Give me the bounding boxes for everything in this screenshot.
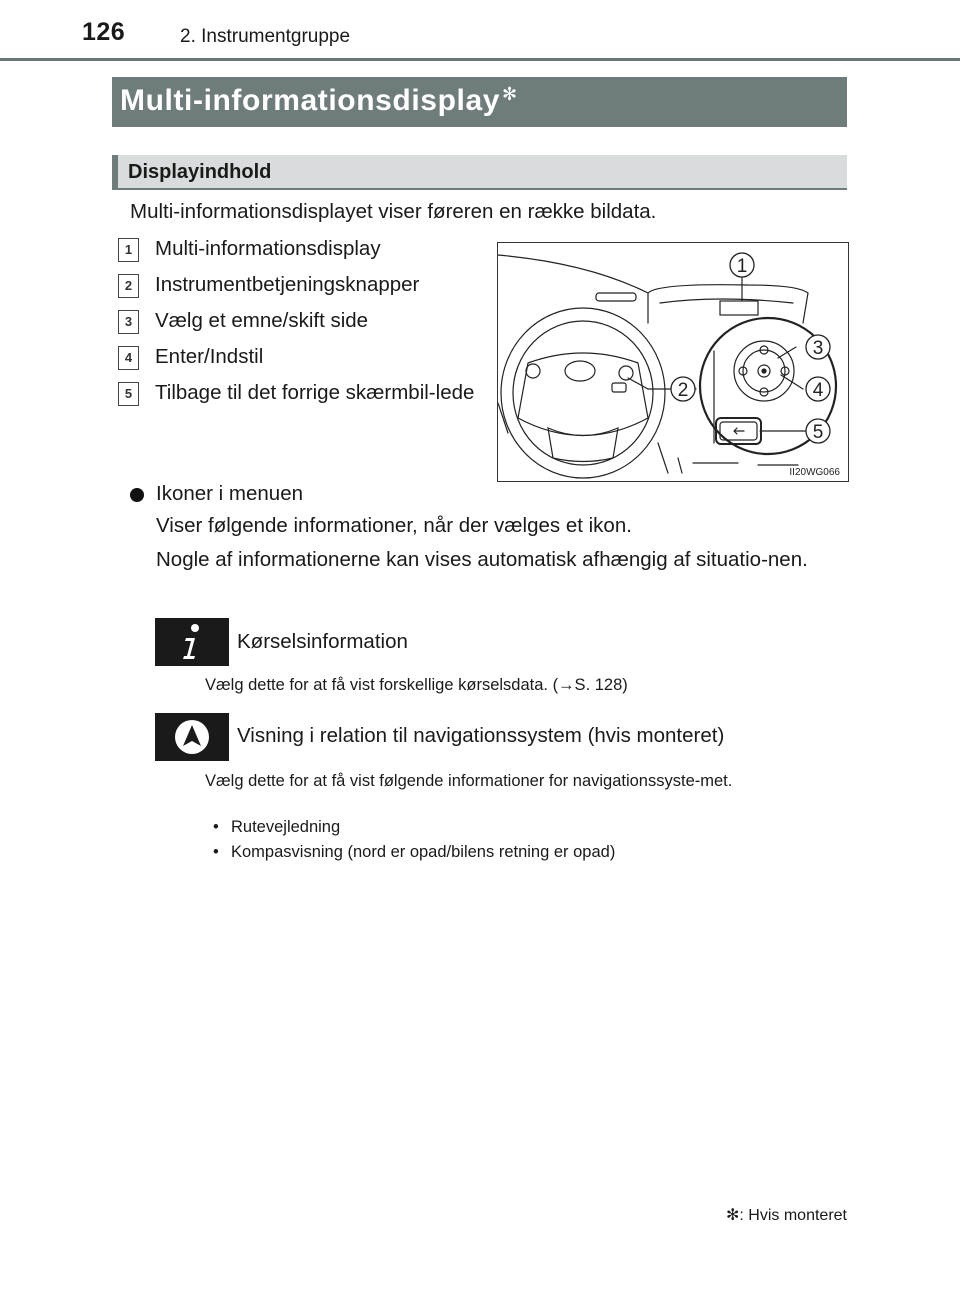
bullet-dot bbox=[130, 488, 144, 502]
footnote-asterisk: ✻ bbox=[726, 1207, 740, 1224]
list-item: Multi-informationsdisplay bbox=[155, 237, 381, 260]
item-number-5: 5 bbox=[118, 382, 139, 406]
chapter-title: 2. Instrumentgruppe bbox=[180, 26, 351, 47]
info-description: Vælg dette for at få vist forskellige kørselsdata. (→S. 128) bbox=[205, 676, 628, 694]
page-title bbox=[120, 84, 518, 118]
title-band bbox=[112, 77, 847, 127]
sub-item-text: Kompasvisning (nord er opad/bilens retning er opad) bbox=[231, 843, 616, 861]
navigation-description: Vælg dette for at få vist følgende informationer for navigationssyste-met. bbox=[205, 772, 733, 790]
navigation-icon-label: Visning i relation til navigationssystem (hvis monteret) bbox=[237, 724, 725, 747]
menu-icons-title: Ikoner i menuen bbox=[156, 482, 304, 505]
section-heading-text: Displayindhold bbox=[128, 161, 272, 183]
list-item: • Rutevejledning bbox=[213, 818, 341, 836]
info-icon bbox=[155, 618, 229, 666]
item-number-2: 2 bbox=[118, 274, 139, 298]
menu-icons-text-1: Viser følgende informationer, når der vælges et ikon. bbox=[156, 514, 632, 537]
section-heading-bar bbox=[112, 155, 118, 190]
footnote-text: : Hvis monteret bbox=[739, 1207, 847, 1224]
figure-callout-5: 5 bbox=[812, 422, 824, 443]
header-rule bbox=[0, 58, 960, 61]
info-icon-label: Kørselsinformation bbox=[237, 630, 408, 653]
figure-callout-2: 2 bbox=[677, 380, 689, 401]
steering-wheel-illustration bbox=[497, 242, 849, 482]
figure-callout-3: 3 bbox=[812, 338, 824, 359]
list-item: Enter/Indstil bbox=[155, 345, 264, 368]
list-item: Tilbage til det forrige skærmbil-lede bbox=[155, 381, 475, 404]
list-item: Instrumentbetjeningsknapper bbox=[155, 273, 420, 296]
navigation-arrow-icon bbox=[155, 713, 229, 761]
intro-text: Multi-informationsdisplayet viser føreren en række bildata. bbox=[130, 200, 657, 223]
item-number-4: 4 bbox=[118, 346, 139, 370]
title-asterisk: ✻ bbox=[502, 84, 518, 104]
page-number: 126 bbox=[82, 18, 126, 46]
page-title-text: Multi-informationsdisplay bbox=[120, 84, 501, 117]
list-item: Vælg et emne/skift side bbox=[155, 309, 369, 332]
sub-item-text: Rutevejledning bbox=[231, 818, 341, 836]
figure-callout-4: 4 bbox=[812, 380, 824, 401]
item-number-3: 3 bbox=[118, 310, 139, 334]
figure-code: II20WG066 bbox=[789, 467, 840, 478]
item-number-1: 1 bbox=[118, 238, 139, 262]
figure-callout-1: 1 bbox=[736, 256, 748, 277]
footnote bbox=[726, 1205, 847, 1225]
steering-wheel-drawing bbox=[498, 243, 848, 481]
menu-icons-text-2: Nogle af informationerne kan vises automatisk afhængig af situatio-nen. bbox=[156, 548, 808, 571]
section-heading bbox=[112, 155, 847, 190]
list-item: • Kompasvisning (nord er opad/bilens retning er opad) bbox=[213, 843, 616, 861]
